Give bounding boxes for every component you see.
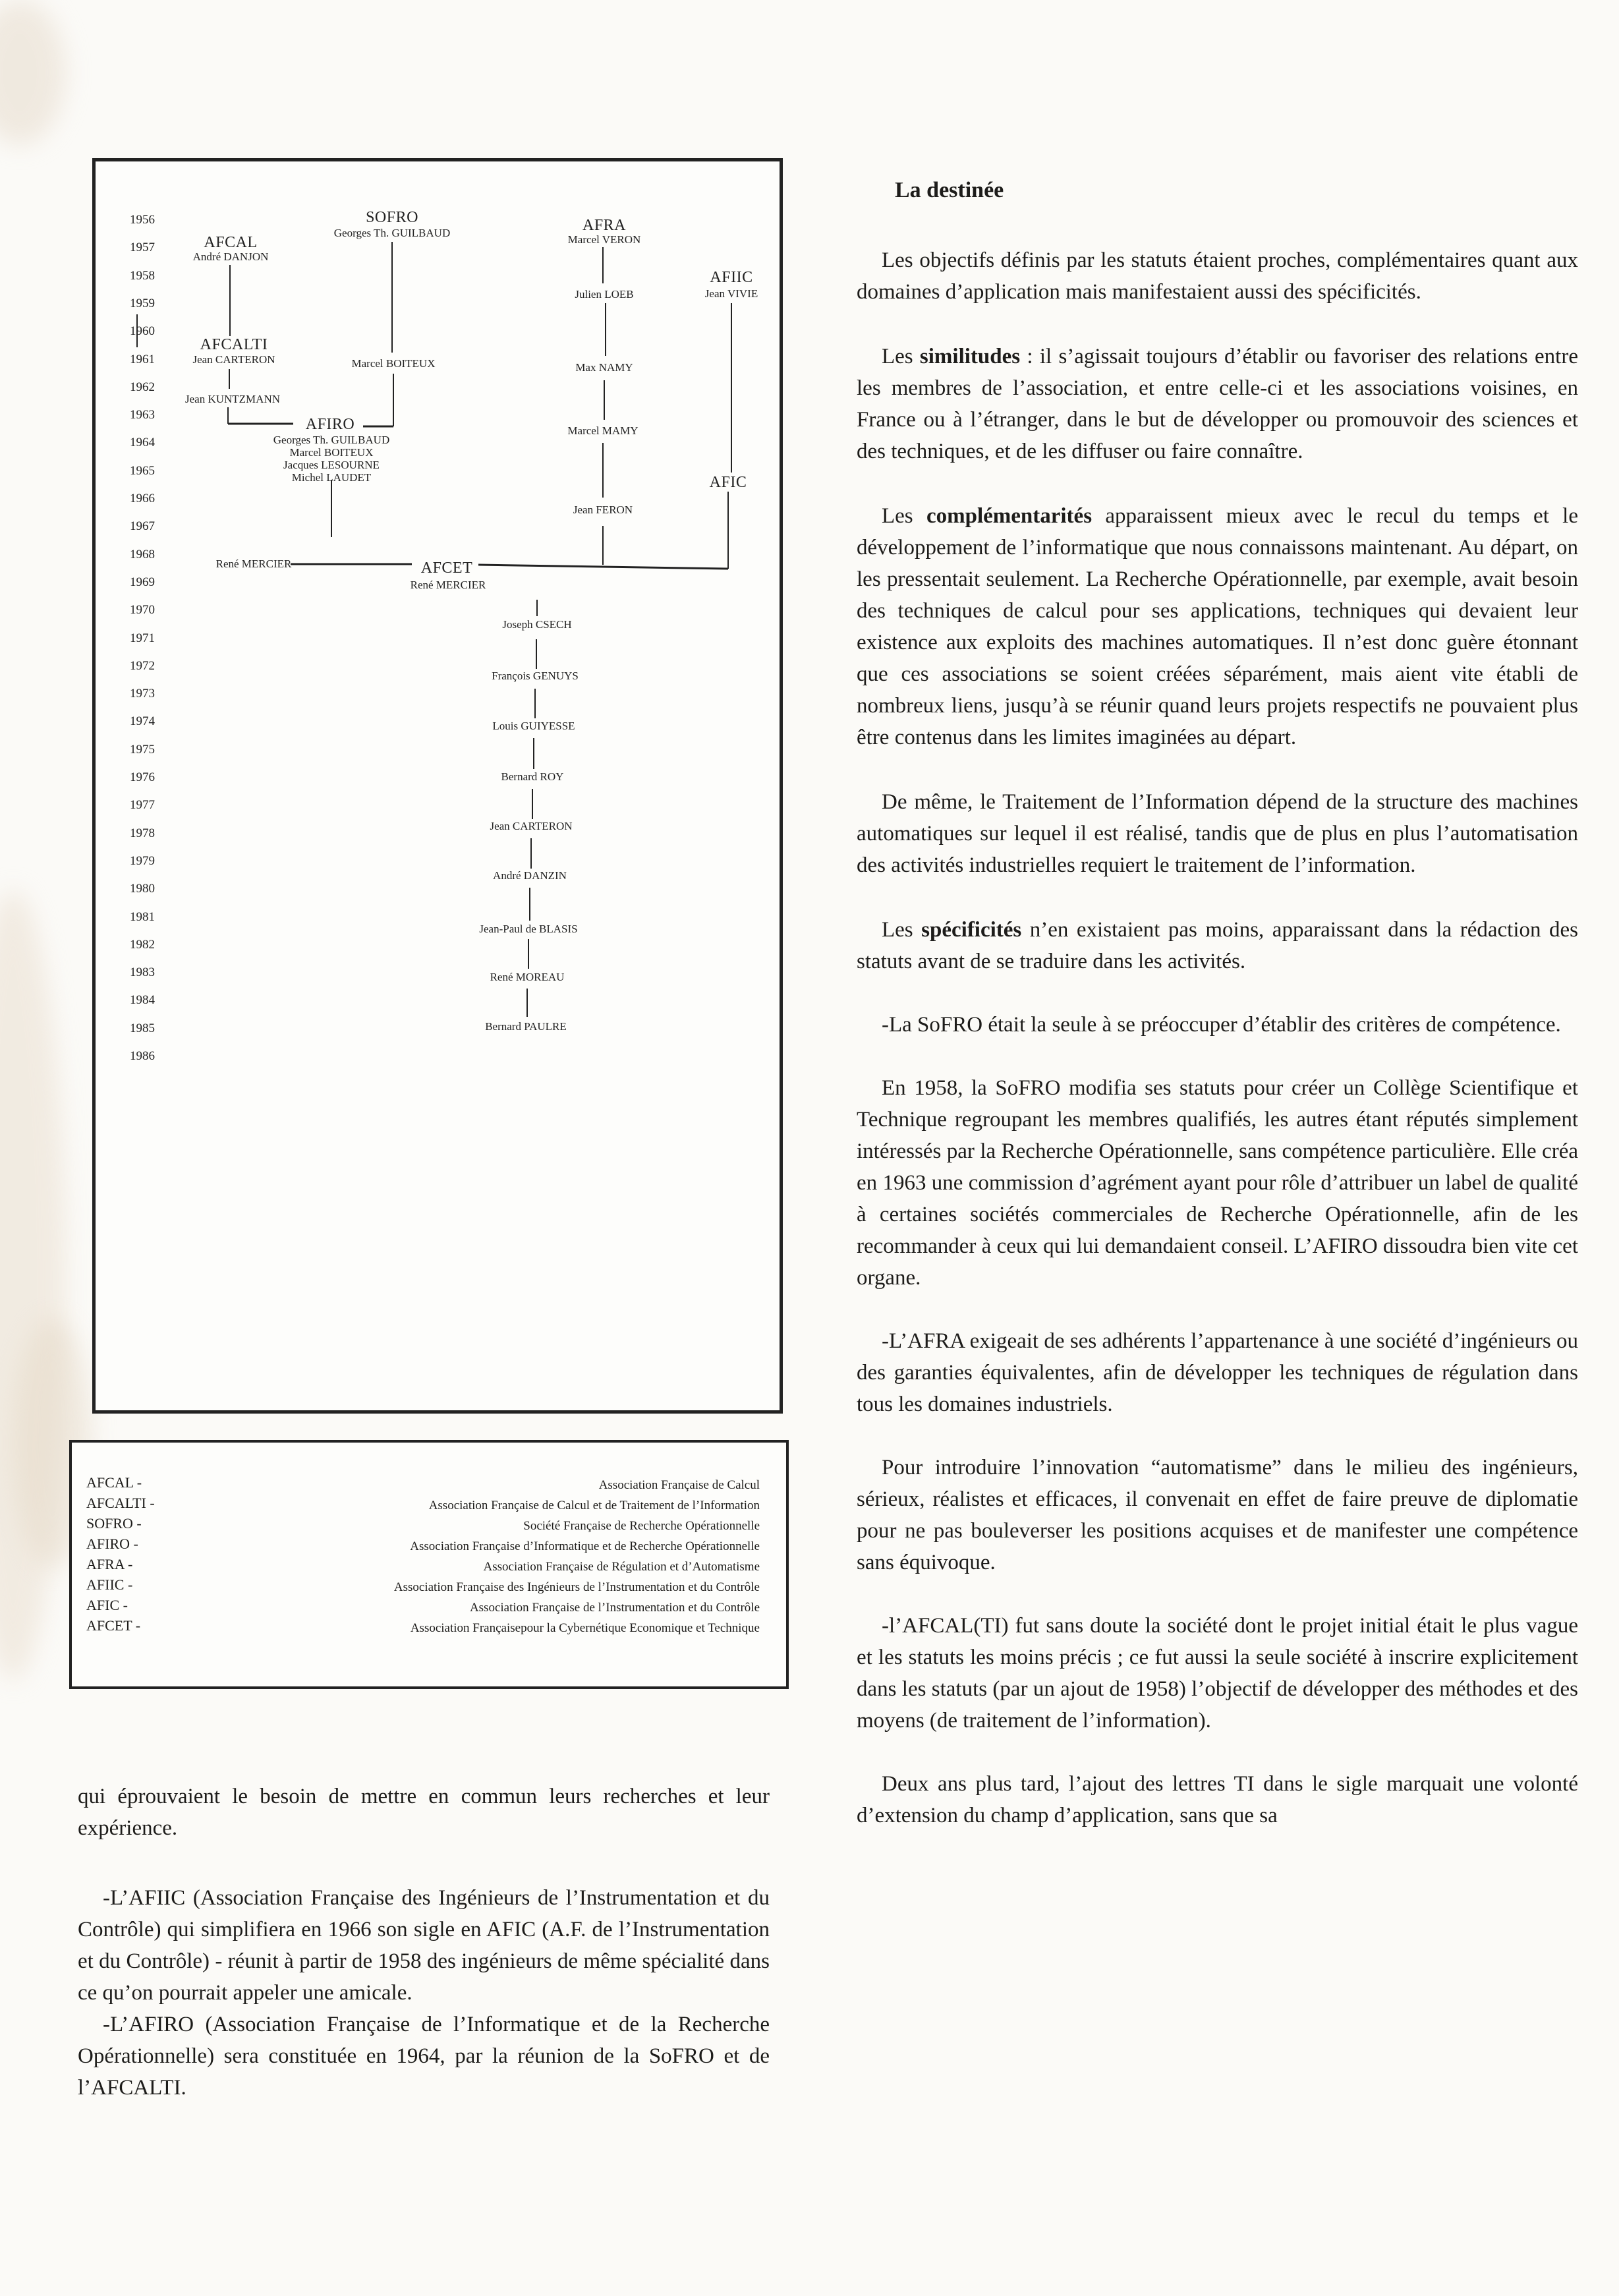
legend-full-name: Société Française de Recherche Opérationnelle — [523, 1519, 760, 1533]
org-afcet: AFCET — [420, 560, 473, 577]
legend-abbreviation: AFRA - — [86, 1556, 133, 1572]
year-label: 1973 — [130, 687, 155, 701]
year-label: 1985 — [130, 1021, 155, 1035]
president-name: Max NAMY — [575, 361, 633, 374]
org-afcal: AFCAL — [204, 234, 258, 251]
year-label: 1961 — [130, 352, 155, 366]
paragraph — [857, 341, 1578, 467]
year-label: 1968 — [130, 547, 155, 561]
president-name: Georges Th. GUILBAUD — [273, 434, 390, 446]
year-label: 1978 — [130, 826, 155, 840]
paragraph: -L’AFIIC (Association Française des Ingénieurs de l’Instrumentation et du Contrôle) qui simplifiera en 1966 son sigle en AFIC (A.F. de l’Instrumentation et du Contrôle) - réunit à partir de 1958 des ingénieurs de même spécialité dans ce qu’on pourrait appeler une amicale. — [78, 1886, 770, 2005]
legend-full-name: Association Française de Calcul et de Traitement de l’Information — [428, 1499, 760, 1512]
president-name: Michel LAUDET — [291, 471, 372, 484]
text: Les — [882, 345, 920, 368]
connector-lines — [96, 161, 786, 1417]
year-label: 1962 — [130, 380, 155, 394]
paragraph — [857, 914, 1578, 977]
legend-abbreviation: AFIRO - — [86, 1535, 138, 1552]
year-label: 1979 — [130, 853, 155, 868]
president-name: André DANJON — [192, 250, 269, 263]
keyword: similitudes — [919, 345, 1021, 368]
legend-row — [86, 1495, 760, 1516]
org-afcalti: AFCALTI — [200, 336, 268, 353]
association-genealogy-diagram — [92, 158, 783, 1414]
president-name: René MOREAU — [490, 971, 565, 983]
legend-row — [86, 1597, 760, 1618]
year-label: 1969 — [130, 575, 155, 589]
paragraph: Pour introduire l’innovation “automatisme” dans le milieu des ingénieurs, sérieux, réalistes et efficaces, il convenait en effet de faire preuve de diplomatie pour ne pas bouleverser les positions acquises et de manifester une compétence sans équivoque. — [857, 1456, 1578, 1574]
legend-abbreviation: AFIC - — [86, 1597, 128, 1613]
president-name: Marcel BOITEUX — [289, 446, 374, 459]
legend-full-name: Association Françaisepour la Cybernétique Economique et Technique — [410, 1621, 760, 1635]
president-name: Marcel MAMY — [567, 424, 639, 437]
legend-row — [86, 1617, 760, 1638]
legend-full-name: Association Française de Calcul — [598, 1478, 760, 1492]
year-label: 1971 — [130, 631, 155, 645]
legend-row — [86, 1535, 760, 1557]
paragraph: qui éprouvaient le besoin de mettre en commun leurs recherches et leur expérience. — [78, 1785, 770, 1840]
legend-full-name: Association Française de Régulation et d’Automatisme — [483, 1560, 760, 1574]
text: : il s’agissait toujours d’établir ou favoriser des relations entre les membres de l’association, et entre celle-ci et les associations voisines, en France ou à l’étranger, dans le but de développer ou promouvoir des sciences et des techniques, et de les diffuser ou faire connaître. — [857, 345, 1578, 463]
year-label: 1980 — [130, 882, 155, 896]
year-label: 1967 — [130, 519, 155, 534]
right-column-text — [857, 175, 1578, 1831]
year-label: 1976 — [130, 770, 155, 784]
legend-abbreviation: AFCET - — [86, 1617, 141, 1634]
org-sofro: SOFRO — [366, 209, 418, 226]
year-label: 1977 — [130, 798, 155, 813]
text: Les — [882, 504, 926, 528]
year-label: 1986 — [130, 1049, 155, 1063]
year-label: 1982 — [130, 937, 155, 952]
org-afiic: AFIIC — [710, 269, 753, 286]
year-label: 1966 — [130, 492, 155, 505]
legend-full-name: Association Française d’Informatique et de Recherche Opérationnelle — [410, 1539, 760, 1553]
president-name: René MERCIER — [410, 579, 486, 591]
president-name: Jacques LESOURNE — [283, 459, 380, 471]
year-label: 1970 — [130, 603, 155, 617]
year-label: 1958 — [130, 268, 155, 283]
president-name: Jean KUNTZMANN — [185, 393, 281, 405]
legend-row — [86, 1556, 760, 1577]
paragraph: Deux ans plus tard, l’ajout des lettres TI dans le sigle marquait une volonté d’extension du champ d’application, sans que sa — [857, 1772, 1578, 1827]
paper-stain — [0, 0, 66, 145]
connector-line — [478, 565, 728, 569]
org-afra: AFRA — [582, 217, 627, 234]
president-name: Jean-Paul de BLASIS — [479, 923, 578, 935]
legend-abbreviation: AFCAL - — [86, 1474, 142, 1491]
president-name: Jean VIVIE — [704, 287, 758, 300]
text: Les — [882, 918, 922, 942]
president-name: Marcel VERON — [567, 233, 641, 246]
president-name: Louis GUIYESSE — [492, 720, 575, 732]
paragraph — [857, 500, 1578, 753]
year-label: 1959 — [130, 296, 155, 310]
legend-full-name: Association Française des Ingénieurs de l’Instrumentation et du Contrôle — [393, 1580, 760, 1594]
legend-abbreviation: AFCALTI - — [86, 1495, 155, 1511]
president-name: Jean CARTERON — [192, 353, 275, 366]
year-label: 1983 — [130, 965, 155, 980]
keyword: complémentarités — [926, 504, 1093, 528]
keyword: spécificités — [921, 918, 1022, 942]
paragraph: De même, le Traitement de l’Information dépend de la structure des machines automatiques sur lequel il est réalisé, tandis que de plus en plus l’automatisation des activités industrielles requiert le traitement de l’information. — [857, 790, 1578, 877]
legend-full-name: Association Française de l’Instrumentation et du Contrôle — [469, 1601, 760, 1615]
president-name: René MERCIER — [215, 558, 292, 570]
paragraph: -L’AFRA exigeait de ses adhérents l’appartenance à une société d’ingénieurs ou des garanties équivalentes, afin de développer les techniques de régulation dans tous les domaines industriels. — [857, 1329, 1578, 1416]
president-name: Georges Th. GUILBAUD — [333, 227, 451, 239]
text: apparaissent mieux avec le recul du temps et le développement de l’informatique que nous connaissons maintenant. Au départ, on les pressentait seulement. La Recherche Opérationnelle, par exemple, avait besoin des techniques de calcul pour ses applications, techniques qui devaient leur existence aux exploits des machines automatiques. Il n’est donc guère étonnant que ces associations se soient créées séparément, mais aient vite établi de nombreux liens, jusqu’à se réunir quand leurs projets respectifs ne pouvaient plus être contenus dans les limites imaginées au départ. — [857, 504, 1578, 749]
legend-row — [86, 1515, 760, 1536]
year-label: 1964 — [130, 436, 155, 450]
legend-row — [86, 1576, 760, 1597]
president-name: Julien LOEB — [575, 288, 634, 301]
paragraph: Les objectifs définis par les statuts étaient proches, complémentaires quant aux domaines d’application mais manifestaient aussi des spécificités. — [857, 248, 1578, 304]
year-label: 1974 — [130, 714, 155, 729]
legend-abbreviation: SOFRO - — [86, 1515, 142, 1532]
president-name: Joseph CSECH — [502, 618, 572, 631]
president-name: Jean FERON — [573, 503, 633, 516]
year-label: 1960 — [130, 324, 155, 339]
paragraph: -La SoFRO était la seule à se préoccuper d’établir des critères de compétence. — [882, 1013, 1561, 1037]
president-name: Marcel BOITEUX — [351, 357, 436, 370]
section-heading: La destinée — [895, 178, 1004, 202]
year-label: 1965 — [130, 463, 155, 478]
org-afiro: AFIRO — [305, 416, 355, 433]
abbreviation-legend — [69, 1440, 789, 1689]
legend-row — [86, 1474, 760, 1495]
paragraph: En 1958, la SoFRO modifia ses statuts pour créer un Collège Scientifique et Technique regroupant les membres qualifiés, les autres étant réputés simplement intéressés par la Recherche Opérationnelle, sans compétence particulière. Elle créa en 1963 une commission d’agrément ayant pour rôle d’attribuer un label de qualité à certaines sociétés commerciales de Recherche Opérationnelle, afin de les recommander à ceux qui lui demandaient conseil. L’AFIRO dissoudra bien vite cet organe. — [857, 1076, 1578, 1290]
president-name: François GENUYS — [492, 670, 579, 682]
year-label: 1975 — [130, 742, 155, 757]
year-label: 1963 — [130, 408, 155, 422]
president-name: Jean CARTERON — [490, 820, 573, 832]
org-afic: AFIC — [709, 474, 747, 491]
year-label: 1957 — [130, 241, 155, 255]
president-name: Bernard PAULRE — [485, 1020, 567, 1033]
year-label: 1984 — [130, 993, 155, 1008]
president-name: Bernard ROY — [501, 770, 564, 783]
text: n’en existaient pas moins, apparaissant dans la rédaction des statuts avant de se traduire dans les activités. — [857, 918, 1578, 973]
left-column-text — [78, 1781, 770, 2104]
legend-abbreviation: AFIIC - — [86, 1576, 133, 1593]
paragraph: -L’AFIRO (Association Française de l’Informatique et de la Recherche Opérationnelle) sera constituée en 1964, par la réunion de la SoFRO et de l’AFCALTI. — [78, 2013, 770, 2100]
year-label: 1981 — [130, 909, 155, 924]
paragraph: -l’AFCAL(TI) fut sans doute la société dont le projet initial était le plus vague et les statuts les moins précis ; ce fut aussi la seule société à inscrire explicitement dans les statuts (par un ajout de 1958) l’objectif de développer des méthodes et des moyens (de traitement de l’information). — [857, 1614, 1578, 1733]
year-label: 1956 — [130, 213, 155, 227]
year-label: 1972 — [130, 658, 155, 673]
president-name: André DANZIN — [493, 869, 567, 882]
